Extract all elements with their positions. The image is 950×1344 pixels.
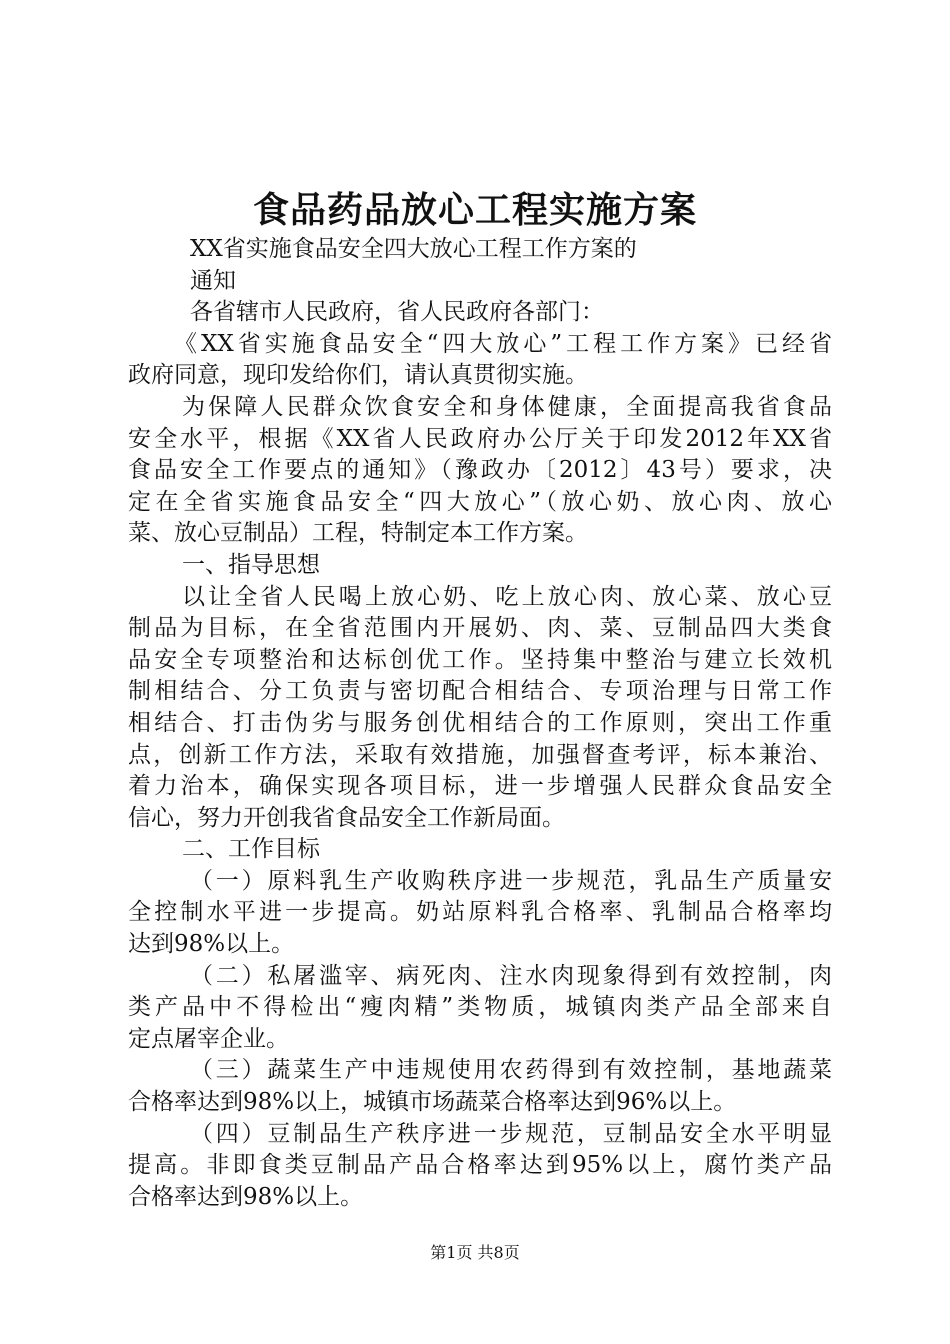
text-line: 合格率达到98%以上，城镇市场蔬菜合格率达到96%以上。: [128, 1089, 737, 1116]
document-body: [128, 234, 832, 1213]
text-line: 相结合、打击伪劣与服务创优相结合的工作原则，突出工作重: [128, 709, 832, 736]
text-line: （三）蔬菜生产中违规使用农药得到有效控制，基地蔬菜: [190, 1057, 832, 1084]
text-line: 提高。非即食类豆制品产品合格率达到95%以上，腐竹类产品: [128, 1152, 832, 1179]
text-line: 点，创新工作方法，采取有效措施，加强督查考评，标本兼治、: [128, 741, 832, 768]
text-line: XX省实施食品安全四大放心工程工作方案的: [190, 236, 637, 262]
text-line: 合格率达到98%以上。: [128, 1183, 364, 1210]
section-heading: 一、指导思想: [182, 551, 320, 578]
text-line: 全控制水平进一步提高。奶站原料乳合格率、乳制品合格率均: [128, 899, 832, 926]
text-line: （四）豆制品生产秩序进一步规范，豆制品安全水平明显: [190, 1120, 832, 1147]
section-heading: 二、工作目标: [182, 836, 320, 863]
text-line: （一）原料乳生产收购秩序进一步规范，乳品生产质量安: [190, 867, 832, 894]
text-line: 通知: [190, 267, 236, 294]
text-line: 制相结合、分工负责与密切配合相结合、专项治理与日常工作: [128, 678, 832, 705]
text-line: 以让全省人民喝上放心奶、吃上放心肉、放心菜、放心豆: [182, 583, 832, 610]
text-line: 达到98%以上。: [128, 931, 295, 958]
text-line: 为保障人民群众饮食安全和身体健康，全面提高我省食品: [182, 393, 832, 420]
text-line: 信心，努力开创我省食品安全工作新局面。: [128, 804, 565, 831]
text-line: 政府同意，现印发给你们，请认真贯彻实施。: [128, 362, 588, 389]
text-line: 制品为目标，在全省范围内开展奶、肉、菜、豆制品四大类食: [128, 615, 832, 642]
page-footer: 第1页 共8页: [430, 1243, 520, 1262]
text-line: 品安全专项整治和达标创优工作。坚持集中整治与建立长效机: [128, 646, 832, 673]
text-line: 各省辖市人民政府，省人民政府各部门：: [190, 299, 604, 326]
text-line: 菜、放心豆制品）工程，特制定本工作方案。: [128, 520, 588, 547]
text-line: 《XX省实施食品安全“四大放心”工程工作方案》已经省: [174, 330, 832, 357]
text-line: 类产品中不得检出“瘦肉精”类物质，城镇肉类产品全部来自: [128, 994, 832, 1021]
document-title: 食品药品放心工程实施方案: [252, 189, 697, 231]
text-line: 定在全省实施食品安全“四大放心”（放心奶、放心肉、放心: [128, 488, 832, 515]
text-line: 着力治本，确保实现各项目标，进一步增强人民群众食品安全: [128, 773, 832, 800]
text-line: 定点屠宰企业。: [128, 1025, 289, 1052]
text-line: （二）私屠滥宰、病死肉、注水肉现象得到有效控制，肉: [190, 962, 832, 989]
text-line: 安全水平，根据《XX省人民政府办公厅关于印发2012年XX省: [128, 425, 832, 452]
text-line: 食品安全工作要点的通知》（豫政办〔2012〕43号）要求，决: [128, 457, 832, 484]
